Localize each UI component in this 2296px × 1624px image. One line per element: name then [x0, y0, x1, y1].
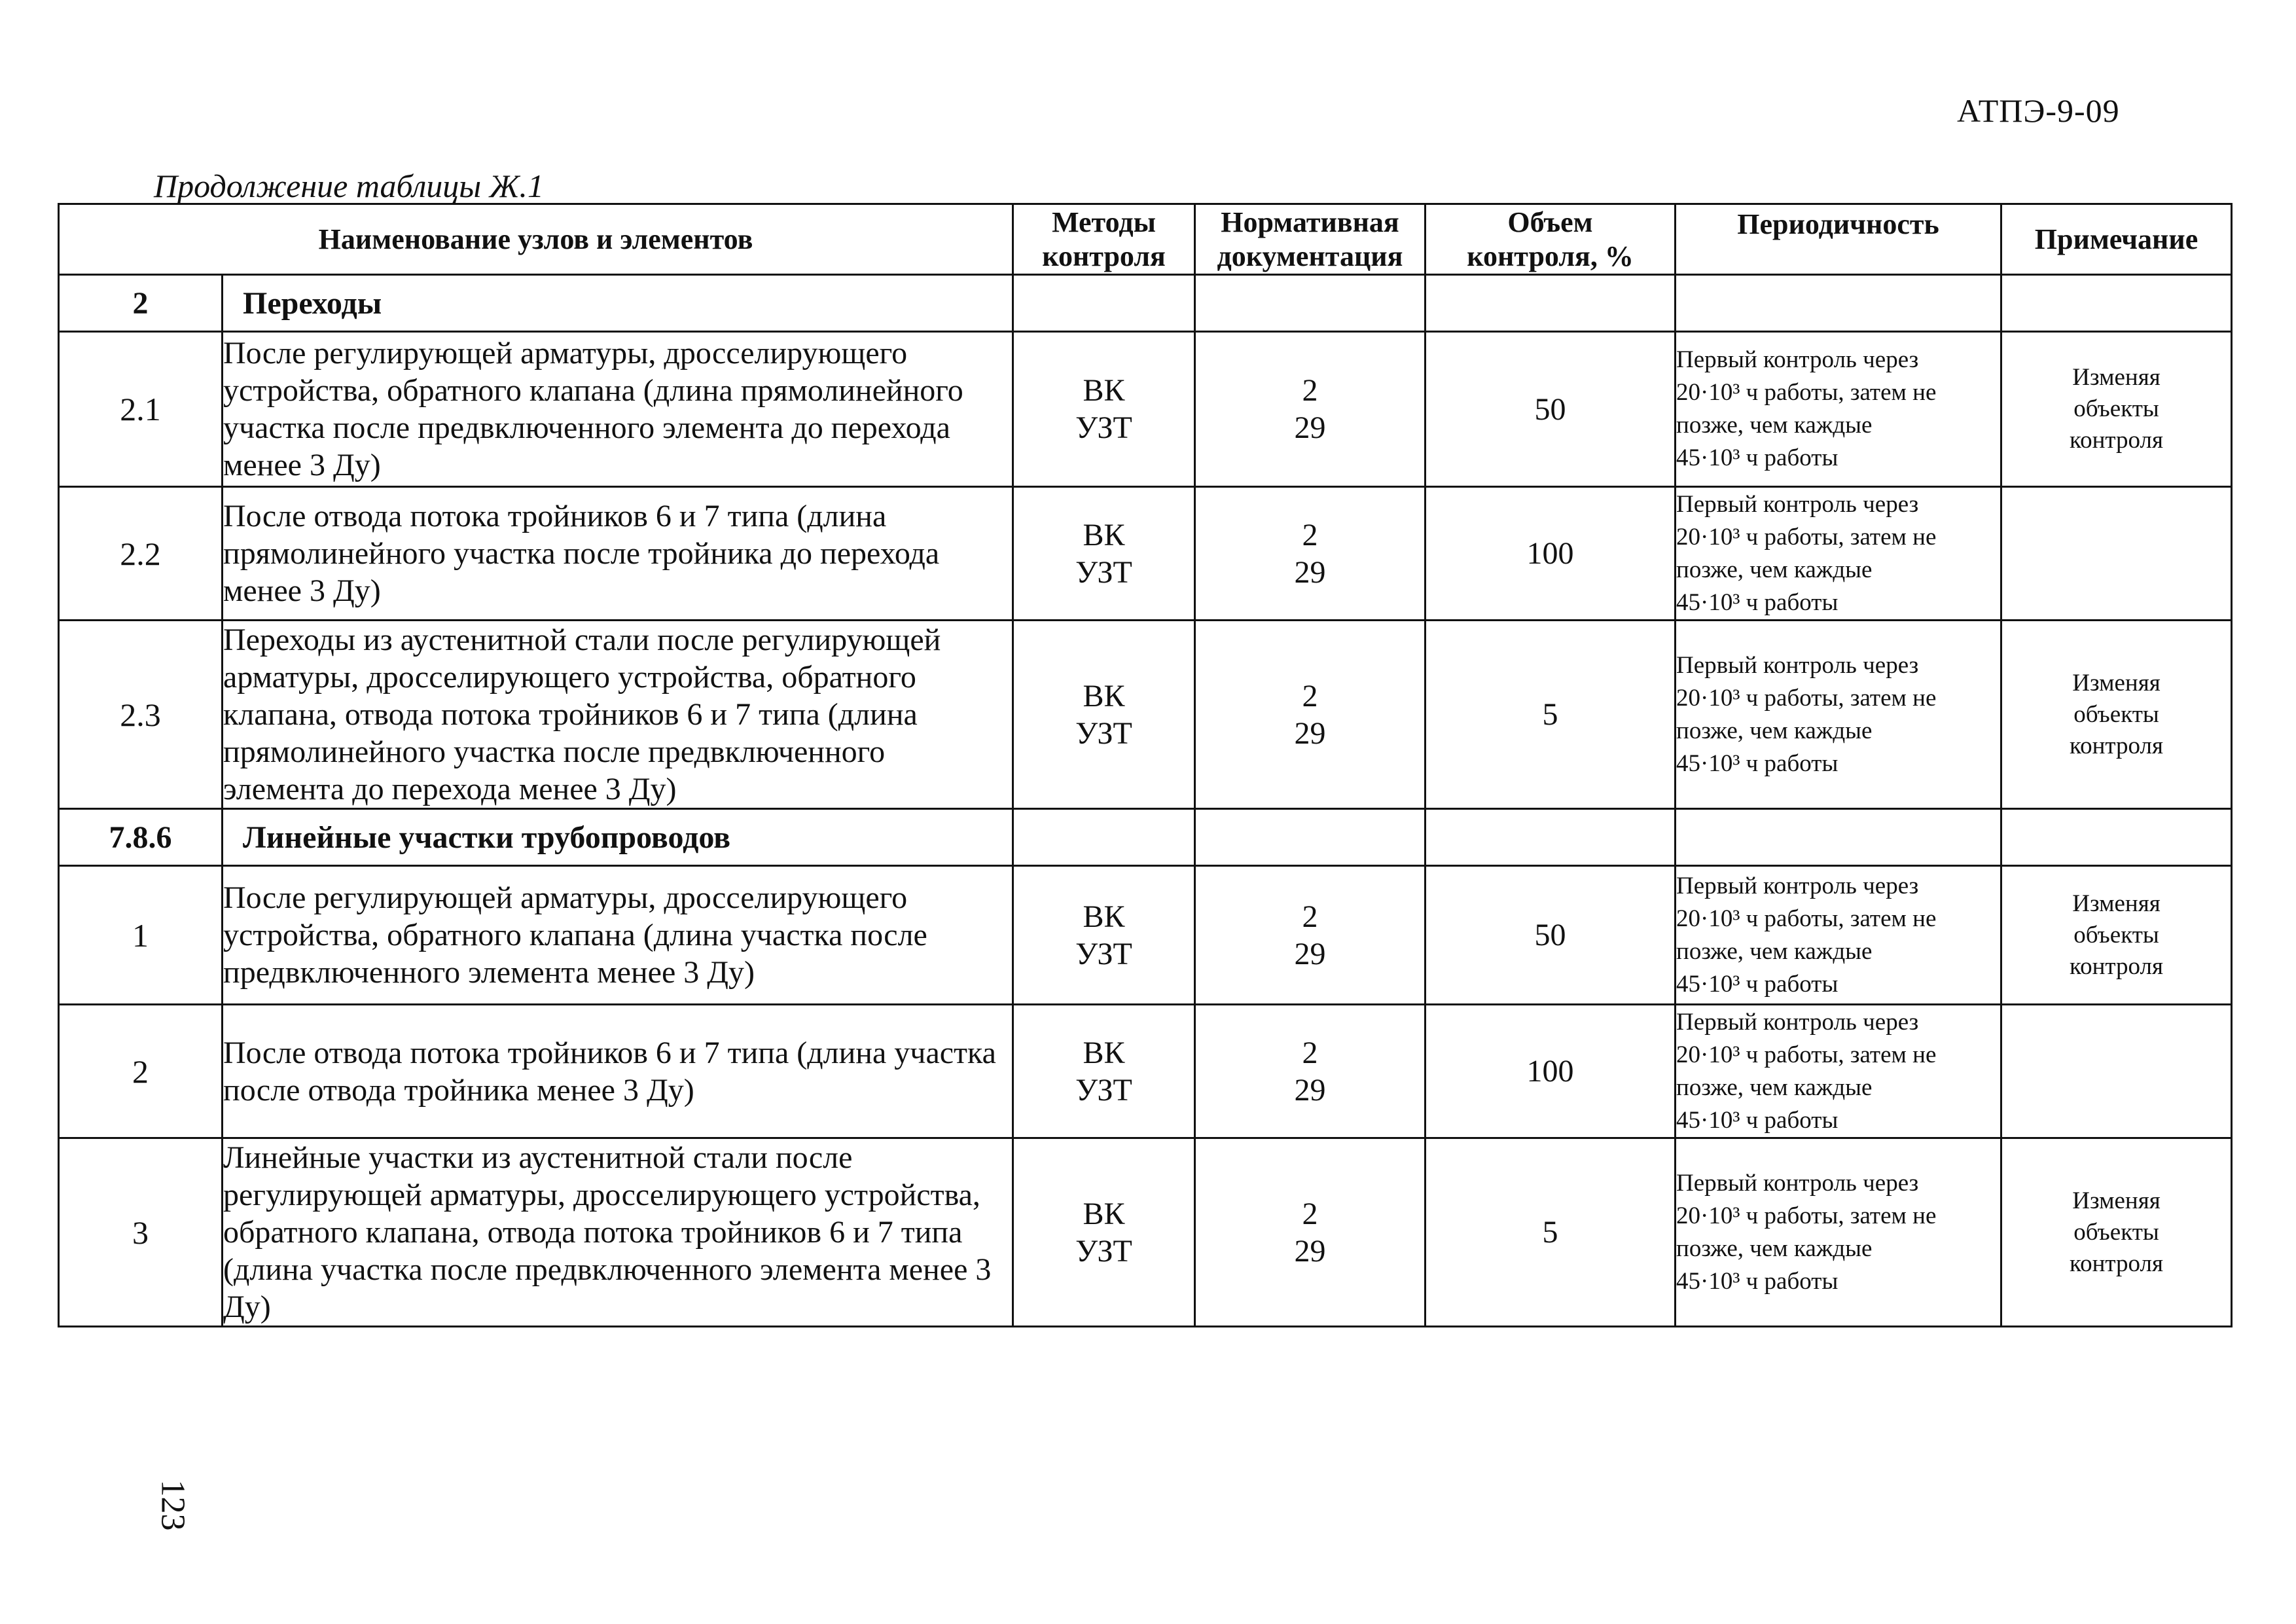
note-line: Изменяя — [2072, 890, 2161, 917]
header-volume-line1: Объем — [1507, 206, 1593, 238]
header-norm-line2: документация — [1217, 240, 1403, 272]
norm-ref: 29 — [1294, 936, 1326, 971]
document-code: АТПЭ-9-09 — [1957, 92, 2120, 129]
row-volume: 5 — [1426, 621, 1676, 809]
row-volume: 5 — [1426, 1138, 1676, 1327]
row-number: 1 — [59, 866, 223, 1005]
row-number: 2 — [59, 1005, 223, 1138]
empty-cell — [1195, 275, 1426, 332]
empty-cell — [1013, 809, 1195, 866]
table-caption: Продолжение таблицы Ж.1 — [154, 168, 544, 204]
method-vk: ВК — [1083, 517, 1125, 552]
row-number: 2.1 — [59, 332, 223, 487]
method-uzt: УЗТ — [1075, 1072, 1132, 1108]
row-description: После регулирующей арматуры, дросселирующего устройства, обратного клапана (длина участка после предвключенного элемента менее 3 Ду) — [223, 866, 1013, 1005]
table-row — [59, 1005, 2232, 1138]
table-body — [59, 275, 2232, 1327]
row-description: После отвода потока тройников 6 и 7 типа (длина участка после отвода тройника менее 3 Ду) — [223, 1005, 1013, 1138]
row-note — [2001, 487, 2232, 621]
method-vk: ВК — [1083, 899, 1125, 934]
row-methods — [1013, 1138, 1195, 1327]
method-vk: ВК — [1083, 373, 1125, 408]
row-norm — [1195, 487, 1426, 621]
row-period — [1676, 621, 2001, 809]
row-description: Переходы из аустенитной стали после регулирующей арматуры, дросселирующего устройства, обратного клапана, отвода потока тройников 6 и 7 типа (длина прямолинейного участка после предвключенного элемента до перехода менее 3 Ду) — [223, 621, 1013, 809]
period-line: позже, чем каждые — [1676, 1235, 1873, 1262]
note-line: контроля — [2070, 1250, 2164, 1277]
period-line: 45·10³ ч работы — [1676, 588, 1839, 616]
period-line: 45·10³ ч работы — [1676, 444, 1839, 471]
norm-ref: 29 — [1294, 1072, 1326, 1108]
row-methods — [1013, 866, 1195, 1005]
inspection-table — [58, 203, 2233, 1327]
norm-ref: 29 — [1294, 1233, 1326, 1269]
norm-ref: 2 — [1302, 899, 1318, 934]
period-line: 45·10³ ч работы — [1676, 1106, 1839, 1134]
row-note — [2001, 621, 2232, 809]
row-volume: 50 — [1426, 332, 1676, 487]
norm-ref: 29 — [1294, 554, 1326, 590]
row-period — [1676, 487, 2001, 621]
empty-cell — [2001, 809, 2232, 866]
norm-ref: 2 — [1302, 678, 1318, 713]
row-note — [2001, 1005, 2232, 1138]
period-line: 45·10³ ч работы — [1676, 749, 1839, 777]
norm-ref: 2 — [1302, 373, 1318, 408]
empty-cell — [1426, 809, 1676, 866]
row-number: 2.3 — [59, 621, 223, 809]
period-line: позже, чем каждые — [1676, 1074, 1873, 1101]
period-line: 45·10³ ч работы — [1676, 1267, 1839, 1295]
header-methods-line2: контроля — [1042, 240, 1166, 272]
period-line: Первый контроль через — [1676, 346, 1919, 373]
method-uzt: УЗТ — [1075, 715, 1132, 751]
note-line: Изменяя — [2072, 1187, 2161, 1214]
period-line: 20·10³ ч работы, затем не — [1676, 1202, 1937, 1229]
norm-ref: 29 — [1294, 715, 1326, 751]
method-uzt: УЗТ — [1075, 1233, 1132, 1269]
header-period: Периодичность — [1676, 204, 2001, 275]
table-row — [59, 621, 2232, 809]
row-note — [2001, 866, 2232, 1005]
note-line: контроля — [2070, 732, 2164, 759]
section-row — [59, 275, 2232, 332]
row-volume: 50 — [1426, 866, 1676, 1005]
row-norm — [1195, 621, 1426, 809]
period-line: 45·10³ ч работы — [1676, 970, 1839, 998]
table-row — [59, 1138, 2232, 1327]
note-line: объекты — [2073, 921, 2159, 948]
row-number: 3 — [59, 1138, 223, 1327]
note-line: контроля — [2070, 952, 2164, 980]
row-volume: 100 — [1426, 1005, 1676, 1138]
period-line: позже, чем каждые — [1676, 556, 1873, 583]
empty-cell — [1013, 275, 1195, 332]
row-methods — [1013, 621, 1195, 809]
row-norm — [1195, 1138, 1426, 1327]
method-uzt: УЗТ — [1075, 936, 1132, 971]
row-period — [1676, 1138, 2001, 1327]
section-title: Переходы — [223, 275, 1013, 332]
period-line: Первый контроль через — [1676, 1169, 1919, 1197]
row-norm — [1195, 1005, 1426, 1138]
header-note: Примечание — [2001, 204, 2232, 275]
empty-cell — [1195, 809, 1426, 866]
header-methods-line1: Методы — [1052, 206, 1156, 238]
empty-cell — [1426, 275, 1676, 332]
row-period — [1676, 332, 2001, 487]
period-line: позже, чем каждые — [1676, 937, 1873, 965]
section-row — [59, 809, 2232, 866]
row-number: 2.2 — [59, 487, 223, 621]
row-methods — [1013, 1005, 1195, 1138]
header-volume-line2: контроля, % — [1467, 240, 1634, 272]
norm-ref: 2 — [1302, 1196, 1318, 1231]
header-row — [59, 204, 2232, 275]
row-period — [1676, 1005, 2001, 1138]
method-vk: ВК — [1083, 678, 1125, 713]
norm-ref: 2 — [1302, 517, 1318, 552]
method-uzt: УЗТ — [1075, 554, 1132, 590]
method-vk: ВК — [1083, 1035, 1125, 1070]
section-number: 7.8.6 — [59, 809, 223, 866]
table-row — [59, 487, 2232, 621]
note-line: объекты — [2073, 700, 2159, 728]
period-line: 20·10³ ч работы, затем не — [1676, 523, 1937, 550]
period-line: Первый контроль через — [1676, 872, 1919, 899]
note-line: Изменяя — [2072, 669, 2161, 696]
empty-cell — [1676, 275, 2001, 332]
section-title: Линейные участки трубопроводов — [223, 809, 1013, 866]
table-row — [59, 332, 2232, 487]
period-line: позже, чем каждые — [1676, 717, 1873, 744]
row-description: Линейные участки из аустенитной стали после регулирующей арматуры, дросселирующего устройства, обратного клапана, отвода потока тройников 6 и 7 типа (длина участка после предвключенного элемента менее 3 Ду) — [223, 1138, 1013, 1327]
empty-cell — [1676, 809, 2001, 866]
norm-ref: 2 — [1302, 1035, 1318, 1070]
row-note — [2001, 1138, 2232, 1327]
note-line: Изменяя — [2072, 364, 2161, 391]
header-methods — [1013, 204, 1195, 275]
row-description: После регулирующей арматуры, дросселирующего устройства, обратного клапана (длина прямолинейного участка после предвключенного элемента до перехода менее 3 Ду) — [223, 332, 1013, 487]
period-line: позже, чем каждые — [1676, 412, 1873, 439]
row-description: После отвода потока тройников 6 и 7 типа (длина прямолинейного участка после тройника до перехода менее 3 Ду) — [223, 487, 1013, 621]
row-norm — [1195, 866, 1426, 1005]
norm-ref: 29 — [1294, 410, 1326, 445]
empty-cell — [2001, 275, 2232, 332]
period-line: 20·10³ ч работы, затем не — [1676, 905, 1937, 932]
page-number: 123 — [154, 1479, 192, 1531]
row-norm — [1195, 332, 1426, 487]
note-line: объекты — [2073, 395, 2159, 422]
table-row — [59, 866, 2232, 1005]
row-period — [1676, 866, 2001, 1005]
header-norm — [1195, 204, 1426, 275]
method-vk: ВК — [1083, 1196, 1125, 1231]
header-volume — [1426, 204, 1676, 275]
header-norm-line1: Нормативная — [1221, 206, 1399, 238]
note-line: контроля — [2070, 427, 2164, 454]
period-line: Первый контроль через — [1676, 490, 1919, 518]
period-line: Первый контроль через — [1676, 651, 1919, 679]
row-volume: 100 — [1426, 487, 1676, 621]
period-line: 20·10³ ч работы, затем не — [1676, 684, 1937, 712]
section-number: 2 — [59, 275, 223, 332]
period-line: Первый контроль через — [1676, 1008, 1919, 1036]
row-methods — [1013, 332, 1195, 487]
method-uzt: УЗТ — [1075, 410, 1132, 445]
note-line: объекты — [2073, 1218, 2159, 1246]
header-name: Наименование узлов и элементов — [59, 204, 1013, 275]
period-line: 20·10³ ч работы, затем не — [1676, 1041, 1937, 1068]
period-line: 20·10³ ч работы, затем не — [1676, 379, 1937, 406]
row-note — [2001, 332, 2232, 487]
row-methods — [1013, 487, 1195, 621]
